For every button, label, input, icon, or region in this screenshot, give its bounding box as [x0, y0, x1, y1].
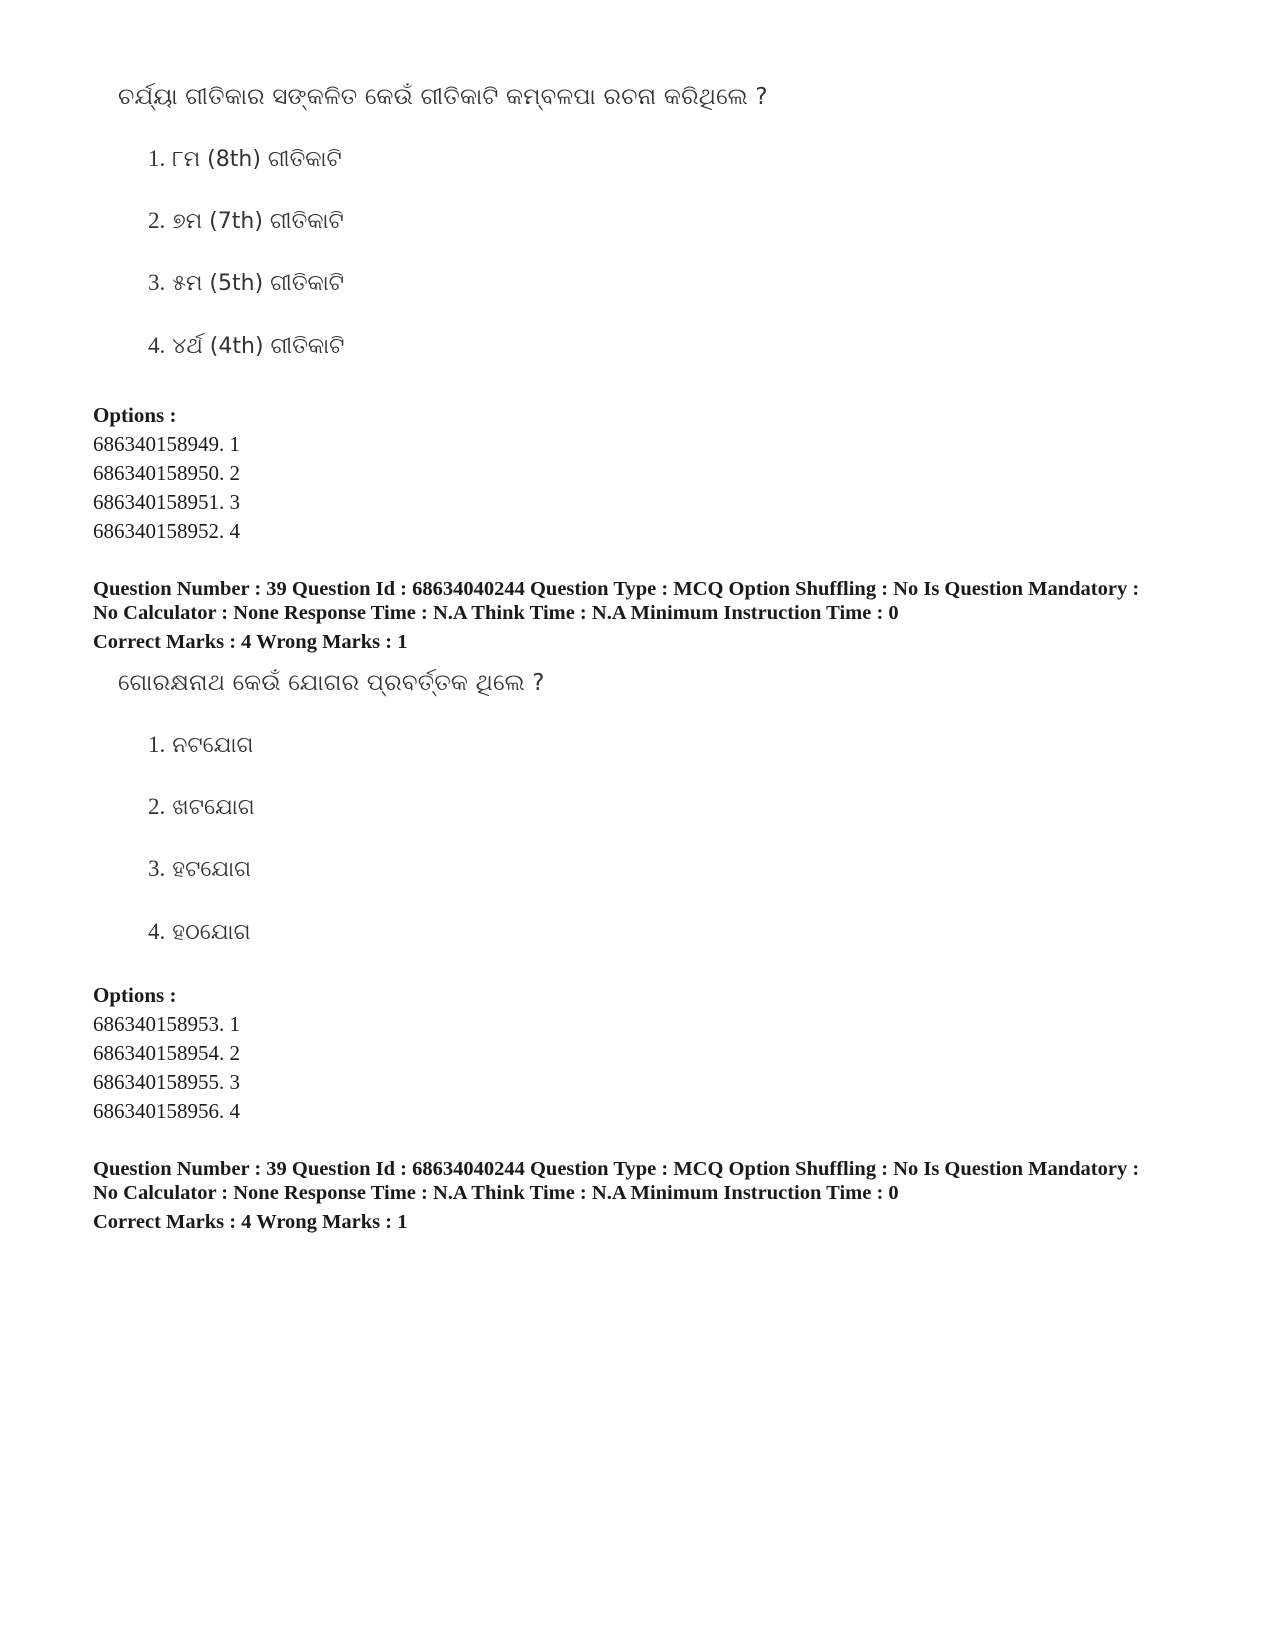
choice-text: ନଟଯୋଗ — [172, 733, 254, 758]
choice-text: ହଟଯୋଗ — [172, 857, 252, 882]
option-id-2: 686340158950. 2 — [93, 461, 240, 485]
option-id-1: 686340158953. 1 — [93, 1012, 240, 1036]
question-38-choice-1 — [148, 146, 342, 172]
question-38-image — [118, 84, 768, 359]
question-38-choice-3 — [148, 270, 344, 296]
question-meta-2 — [93, 1157, 1213, 1234]
choice-number: 3. — [148, 856, 166, 881]
question-meta-1 — [93, 577, 1213, 654]
choice-text: ହଠଯୋଗ — [172, 920, 251, 945]
choice-number: 2. — [148, 208, 166, 233]
choice-number: 1. — [148, 732, 166, 757]
choice-number: 3. — [148, 270, 166, 295]
choice-text: ୪ର୍ଥ (4th) ଗୀତିକାଟି — [172, 334, 345, 359]
question-39-choice-3 — [148, 856, 251, 882]
choice-text: ଖଟଯୋଗ — [172, 795, 255, 820]
question-38-choice-4 — [148, 333, 344, 359]
choice-text: ୭ମ (7th) ଗୀତିକାଟି — [172, 209, 344, 234]
question-39-choice-2 — [148, 794, 255, 820]
options-block-39 — [93, 981, 240, 1126]
choice-number: 4. — [148, 919, 166, 944]
meta-line-2: No Calculator : None Response Time : N.A Think Time : N.A Minimum Instruction Time : 0 — [93, 602, 899, 624]
question-38-choice-2 — [148, 208, 344, 234]
question-39-image — [118, 670, 545, 945]
choice-number: 1. — [148, 146, 166, 171]
options-block-38 — [93, 401, 240, 546]
choice-number: 4. — [148, 333, 166, 358]
choice-text: ୮ମ (8th) ଗୀତିକାଟି — [172, 147, 342, 172]
meta-line-marks: Correct Marks : 4 Wrong Marks : 1 — [93, 1211, 408, 1233]
option-id-4: 686340158952. 4 — [93, 519, 240, 543]
meta-line-2: No Calculator : None Response Time : N.A Think Time : N.A Minimum Instruction Time : 0 — [93, 1182, 899, 1204]
meta-line-marks: Correct Marks : 4 Wrong Marks : 1 — [93, 631, 408, 653]
meta-line-1: Question Number : 39 Question Id : 68634040244 Question Type : MCQ Option Shuffling : No Is Question Mandatory : — [93, 578, 1140, 600]
question-39-text: ଗୋରକ୍ଷନାଥ କେଉଁ ଯୋଗର ପ୍ରବର୍ତ୍ତକ ଥିଲେ ? — [118, 670, 545, 696]
option-id-2: 686340158954. 2 — [93, 1041, 240, 1065]
option-id-3: 686340158955. 3 — [93, 1070, 240, 1094]
options-header: Options : — [93, 403, 177, 427]
question-38-text: ଚର୍ଯ୍ୟା ଗୀତିକାର ସଙ୍କଳିତ କେଉଁ ଗୀତିକାଟି କମ୍ବଳପା ରଚନା କରିଥିଲେ ? — [118, 84, 768, 110]
meta-line-1: Question Number : 39 Question Id : 68634040244 Question Type : MCQ Option Shuffling : No Is Question Mandatory : — [93, 1158, 1140, 1180]
choice-text: ୫ମ (5th) ଗୀତିକାଟି — [172, 271, 345, 296]
question-39-choice-4 — [148, 919, 250, 945]
question-39-choice-1 — [148, 732, 253, 758]
option-id-4: 686340158956. 4 — [93, 1099, 240, 1123]
choice-number: 2. — [148, 794, 166, 819]
options-header: Options : — [93, 983, 177, 1007]
option-id-1: 686340158949. 1 — [93, 432, 240, 456]
option-id-3: 686340158951. 3 — [93, 490, 240, 514]
